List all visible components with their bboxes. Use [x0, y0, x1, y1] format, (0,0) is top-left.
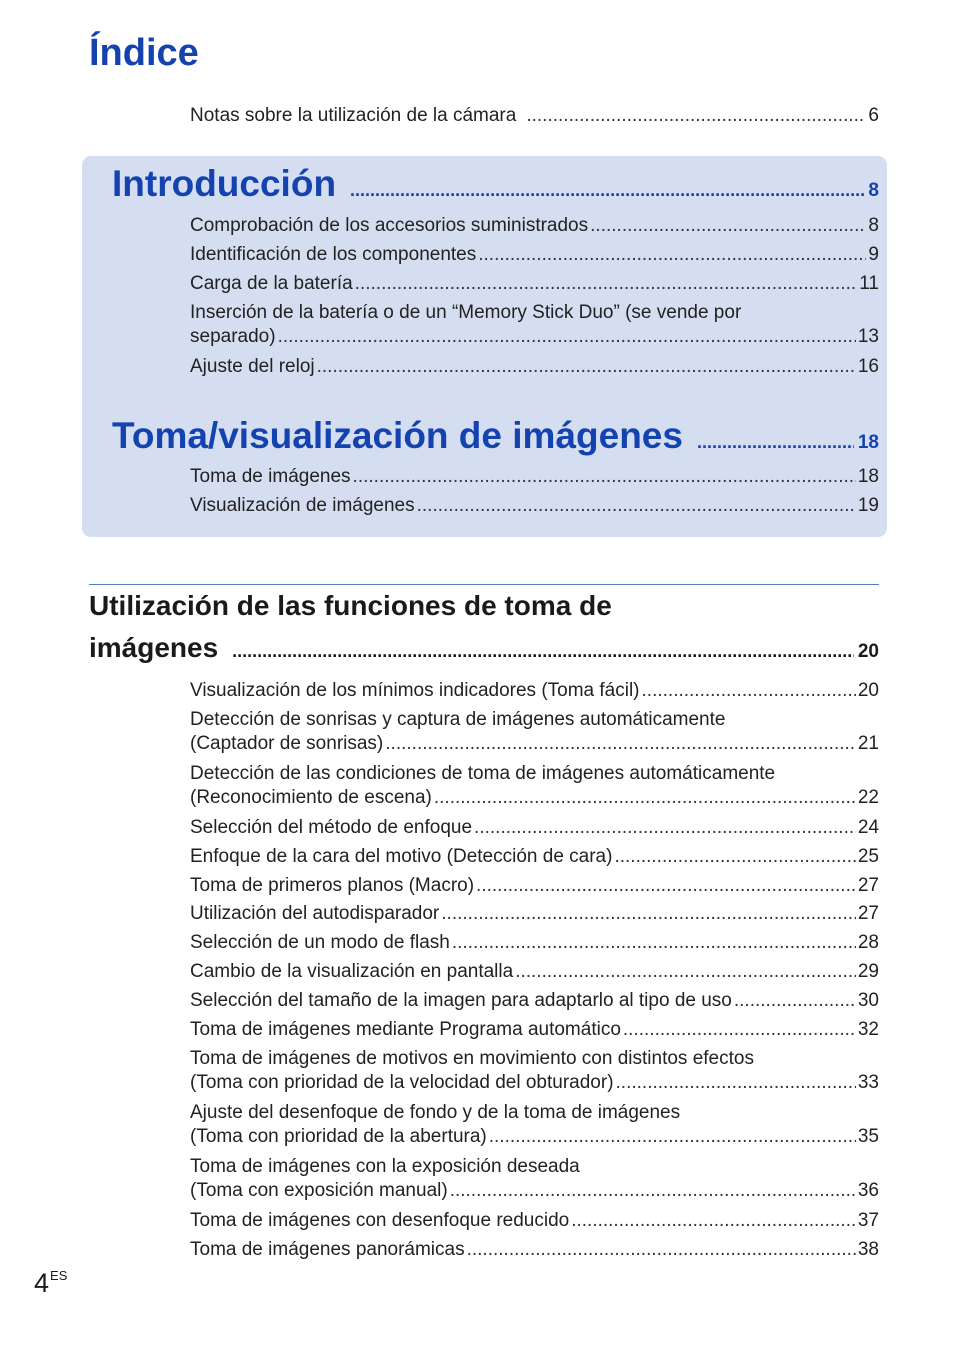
leader-dots [317, 355, 856, 379]
leader-dots [278, 325, 856, 349]
leader-dots [232, 641, 854, 662]
toc-entry-page: 16 [857, 356, 879, 377]
toc-entry-page: 27 [857, 875, 879, 896]
toc-entry-text: (Toma con exposición manual) [190, 1180, 448, 1201]
toc-entry-text: Comprobación de los accesorios suministrados [190, 215, 589, 236]
toc-entry-line1: Detección de sonrisas y captura de imágenes automáticamente [190, 709, 726, 730]
toc-entry-page: 8 [868, 215, 879, 236]
toc-entry-text: Carga de la batería [190, 273, 353, 294]
leader-dots [526, 104, 866, 128]
page-number-value: 4 [34, 1268, 50, 1298]
section-title-line1: Utilización de las funciones de toma de [89, 590, 612, 621]
toc-entry-text: Utilización del autodisparador [190, 903, 440, 924]
toc-entry-text: Toma de imágenes panorámicas [190, 1239, 465, 1260]
leader-dots [614, 845, 855, 869]
section-heading-funciones[interactable] [89, 632, 879, 664]
toc-entry-line1: Ajuste del desenfoque de fondo y de la toma de imágenes [190, 1102, 681, 1123]
section-title-line2: imágenes [89, 632, 219, 663]
toc-entry-page: 6 [868, 105, 879, 126]
toc-entry[interactable] [190, 845, 879, 869]
toc-entry-page: 24 [857, 817, 879, 838]
toc-entry-page: 20 [857, 680, 879, 701]
toc-entry-page: 22 [857, 787, 879, 808]
toc-entry-text: Selección de un modo de flash [190, 932, 450, 953]
leader-dots [441, 902, 856, 926]
toc-entry-text: Toma de primeros planos (Macro) [190, 875, 475, 896]
toc-entry-page: 32 [857, 1019, 879, 1040]
toc-entry-page: 19 [857, 495, 879, 516]
leader-dots [476, 874, 856, 898]
toc-entry-text: Cambio de la visualización en pantalla [190, 961, 514, 982]
toc-entry-page: 28 [857, 932, 879, 953]
toc-entry-text: Toma de imágenes mediante Programa automático [190, 1019, 621, 1040]
toc-entry[interactable] [190, 1238, 879, 1262]
section-heading-introduccion[interactable] [112, 163, 879, 205]
toc-entry-page: 35 [857, 1126, 879, 1147]
toc-entry[interactable] [190, 931, 879, 955]
toc-entry-text: (Reconocimiento de escena) [190, 787, 432, 808]
leader-dots [623, 1018, 856, 1042]
leader-dots [452, 931, 856, 955]
toc-entry-text: Selección del tamaño de la imagen para adaptarlo al tipo de uso [190, 990, 732, 1011]
leader-dots [478, 243, 866, 267]
toc-entry-line1: Toma de imágenes con la exposición deseada [190, 1156, 580, 1177]
toc-entry[interactable] [190, 708, 879, 756]
toc-entry[interactable] [190, 1155, 879, 1203]
section-page: 18 [857, 432, 879, 453]
toc-entry-line1: Detección de las condiciones de toma de imágenes automáticamente [190, 763, 776, 784]
toc-entry-text: Identificación de los componentes [190, 244, 477, 265]
toc-entry-page: 38 [857, 1239, 879, 1260]
leader-dots [616, 1071, 856, 1095]
page-title: Índice [89, 32, 199, 74]
toc-entry-text: Selección del método de enfoque [190, 817, 473, 838]
toc-entry[interactable] [190, 679, 879, 703]
toc-entry[interactable] [190, 902, 879, 926]
toc-entry[interactable] [190, 1047, 879, 1095]
toc-entry-text: Visualización de los mínimos indicadores (Toma fácil) [190, 680, 640, 701]
leader-dots [385, 732, 856, 756]
toc-entry[interactable] [190, 355, 879, 379]
section-page: 8 [868, 180, 879, 201]
leader-dots [515, 960, 856, 984]
leader-dots [467, 1238, 856, 1262]
toc-entry-text: separado) [190, 326, 276, 347]
section-title: Toma/visualización de imágenes [112, 415, 683, 456]
toc-entry[interactable] [190, 989, 879, 1013]
leader-dots [450, 1179, 856, 1203]
toc-entry[interactable] [190, 1018, 879, 1042]
toc-entry[interactable] [190, 494, 879, 518]
page-number [34, 1268, 67, 1299]
section-page: 20 [857, 641, 879, 662]
toc-entry-notas[interactable] [190, 104, 879, 128]
toc-entry-page: 27 [857, 903, 879, 924]
leader-dots [353, 465, 856, 489]
leader-dots [417, 494, 856, 518]
toc-entry[interactable] [190, 214, 879, 238]
toc-entry-page: 29 [857, 961, 879, 982]
toc-entry[interactable] [190, 874, 879, 898]
leader-dots [571, 1209, 856, 1233]
toc-entry-page: 36 [857, 1180, 879, 1201]
toc-entry-text: (Toma con prioridad de la abertura) [190, 1126, 487, 1147]
toc-entry[interactable] [190, 243, 879, 267]
section-title: Introducción [112, 163, 337, 204]
toc-entry-line1: Toma de imágenes de motivos en movimiento con distintos efectos [190, 1048, 754, 1069]
toc-entry-page: 37 [857, 1210, 879, 1231]
leader-dots [434, 786, 856, 810]
toc-entry[interactable] [190, 960, 879, 984]
toc-entry-page: 21 [857, 733, 879, 754]
toc-entry[interactable] [190, 301, 879, 349]
leader-dots [474, 816, 856, 840]
toc-entry-text: (Toma con prioridad de la velocidad del obturador) [190, 1072, 614, 1093]
leader-dots [697, 432, 854, 453]
leader-dots [489, 1125, 856, 1149]
toc-entry-line1: Inserción de la batería o de un “Memory Stick Duo” (se vende por [190, 302, 742, 323]
section-divider [89, 584, 879, 585]
toc-entry[interactable] [190, 1101, 879, 1149]
toc-entry[interactable] [190, 762, 879, 810]
toc-entry-text: Toma de imágenes con desenfoque reducido [190, 1210, 570, 1231]
section-heading-toma[interactable] [112, 415, 879, 457]
language-code: ES [50, 1268, 68, 1283]
leader-dots [734, 989, 856, 1013]
toc-entry-text: Ajuste del reloj [190, 356, 315, 377]
toc-entry[interactable] [190, 1209, 879, 1233]
leader-dots [642, 679, 856, 703]
toc-entry-text: Enfoque de la cara del motivo (Detección de cara) [190, 846, 613, 867]
toc-entry-page: 25 [857, 846, 879, 867]
leader-dots [350, 180, 864, 201]
toc-entry-page: 33 [857, 1072, 879, 1093]
toc-entry[interactable] [190, 816, 879, 840]
toc-entry[interactable] [190, 272, 879, 296]
toc-entry-text: Notas sobre la utilización de la cámara [190, 105, 517, 126]
toc-entry-page: 9 [868, 244, 879, 265]
leader-dots [590, 214, 866, 238]
leader-dots [355, 272, 858, 296]
toc-entry-page: 11 [859, 273, 879, 294]
toc-entry[interactable] [190, 465, 879, 489]
toc-entry-text: Toma de imágenes [190, 466, 351, 487]
toc-entry-text: Visualización de imágenes [190, 495, 415, 516]
toc-entry-page: 13 [857, 326, 879, 347]
toc-entry-page: 18 [857, 466, 879, 487]
toc-entry-page: 30 [857, 990, 879, 1011]
toc-entry-text: (Captador de sonrisas) [190, 733, 384, 754]
